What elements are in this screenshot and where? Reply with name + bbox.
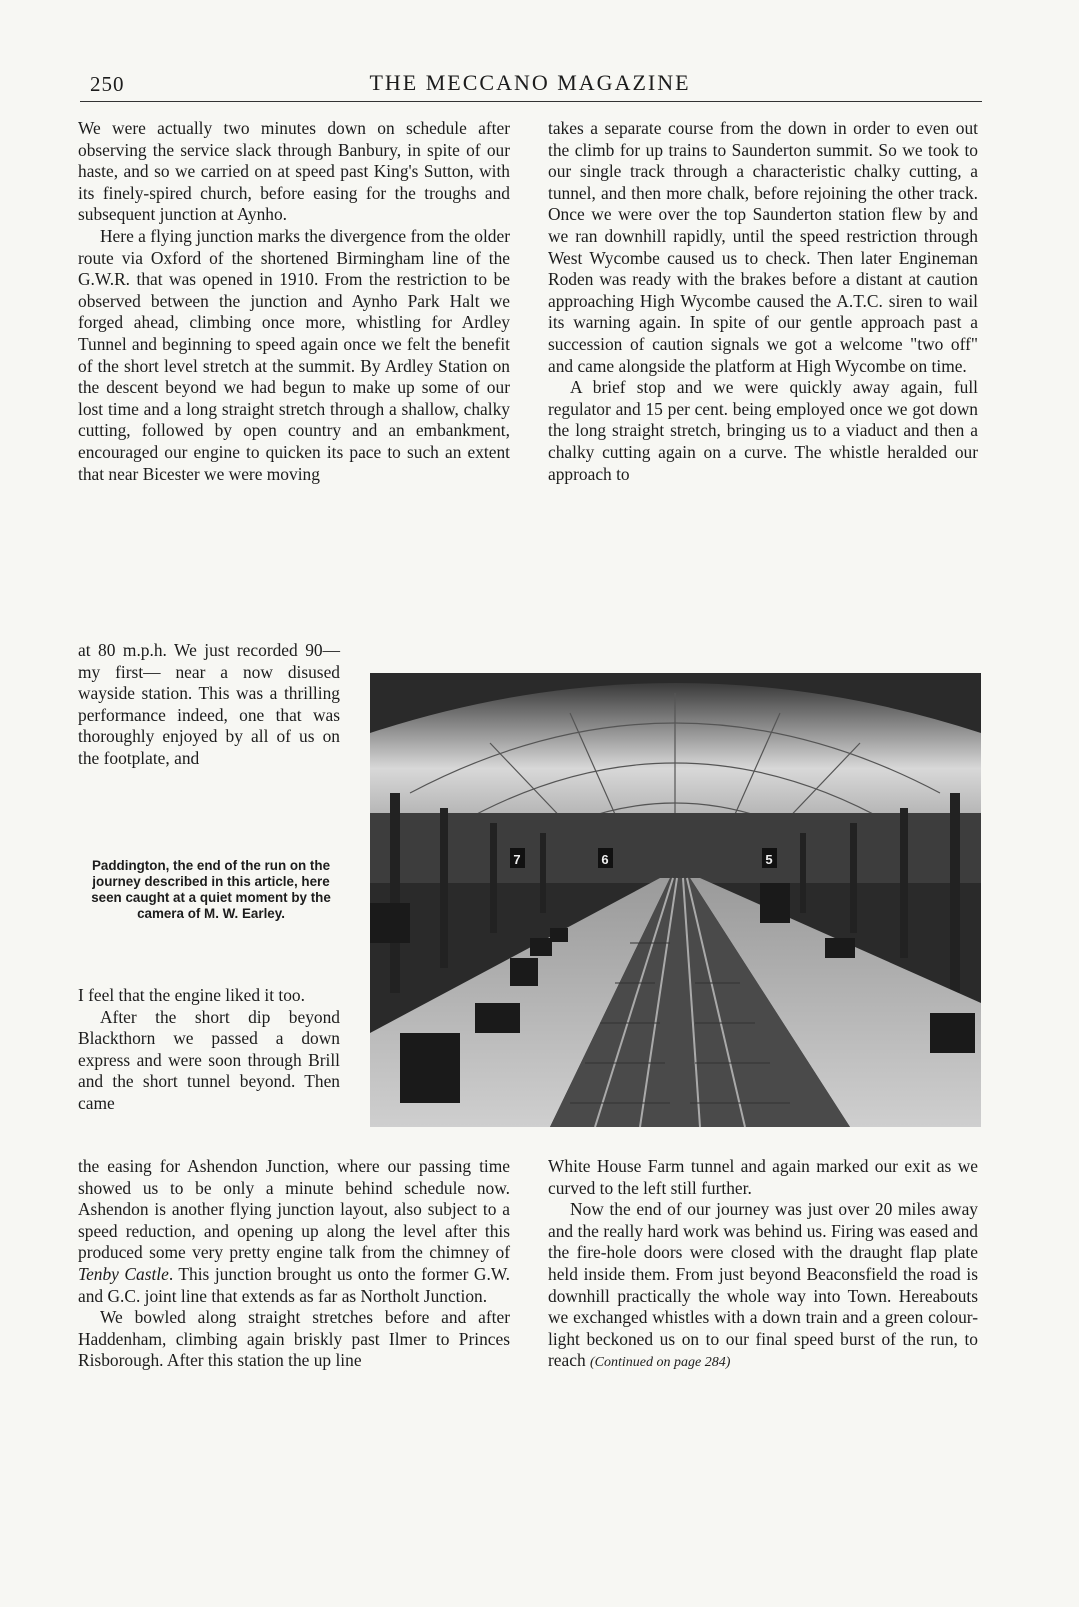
paragraph: We bowled along straight stretches before and after Haddenham, climbing again briskly past Ilmer to Princes Risborough. After this station the up line bbox=[78, 1307, 510, 1371]
paragraph: I feel that the engine liked it too. bbox=[78, 985, 305, 1005]
page-header bbox=[80, 68, 980, 104]
text-run: Now the end of our journey was just over 20 miles away and the really hard work was behind us. Firing was eased and the fire-hole doors were closed with the draught flap plate held inside them. From just beyond Beaconsfield the road is downhill practically the whole way into Town. Hereabouts we exchanged whistles with a down train and a green colour-light beckoned us on to our final speed burst of the run, to reach bbox=[548, 1199, 978, 1371]
paragraph bbox=[548, 1199, 978, 1374]
paragraph: We were actually two minutes down on schedule after observing the service slack through Banbury, in spite of our haste, and so we carried on at speed past King's Sutton, with its finely-spired church, before easing for the troughs and subsequent junction at Aynho. bbox=[78, 118, 510, 225]
header-rule bbox=[80, 101, 982, 102]
platform-number: 7 bbox=[513, 852, 521, 867]
engine-name: Tenby Castle bbox=[78, 1263, 169, 1284]
paddington-station-photo bbox=[370, 673, 981, 1127]
platform-number: 6 bbox=[601, 852, 609, 867]
paragraph: A brief stop and we were quickly away again, full regulator and 15 per cent. being employed once we got down the long straight stretch, bringing us to a viaduct and then a chalky cutting again on a curve. The whistle heralded our approach to bbox=[548, 377, 978, 484]
page-number: 250 bbox=[90, 72, 125, 96]
paragraph: White House Farm tunnel and again marked our exit as we curved to the left still further. bbox=[548, 1156, 978, 1198]
magazine-title: THE MECCANO MAGAZINE bbox=[369, 70, 691, 95]
paragraph: Here a flying junction marks the divergence from the older route via Oxford of the shortened Birmingham line of the G.W.R. that was opened in 1910. From the restriction to be observed between the junction and Aynho Park Halt we forged ahead, climbing once more, whistling for Ardley Tunnel and beginning to speed again once we felt the benefit of the short level stretch at the summit. By Ardley Station on the descent beyond we had begun to make up some of our lost time and a long straight stretch through a shallow, chalky cutting, followed by open country and an embankment, encouraged our engine to quicken its pace to such an extent that near Bicester we were moving bbox=[78, 225, 510, 484]
paragraph: After the short dip beyond Blackthorn we passed a down express and were soon through Brill and the short tunnel beyond. Then came bbox=[78, 1006, 340, 1113]
paragraph: at 80 m.p.h. We just recorded 90—my first— near a now disused wayside station. This was a thrilling performance indeed, one that was thoroughly enjoyed by all of us on the footplate, and bbox=[78, 640, 340, 768]
text-run: the easing for Ashendon Junction, where our passing time showed us to be only a minute behind schedule now. Ashendon is another flying junction layout, also subject to a speed reduction, and opening up along the level after this produced some very pretty engine talk from the chimney of bbox=[78, 1156, 510, 1263]
left-column-bottom bbox=[78, 1156, 510, 1372]
continued-note: (Continued on page 284) bbox=[590, 1355, 731, 1371]
left-column-top bbox=[78, 118, 510, 485]
left-column-narrow bbox=[78, 640, 340, 770]
right-column-bottom bbox=[548, 1156, 978, 1374]
paragraph bbox=[78, 1156, 510, 1307]
paragraph: takes a separate course from the down in order to even out the climb for up trains to Saunderton summit. So we took to our single track through a characteristic chalky cutting, a tunnel, and then more chalk, before rejoining the other track. Once we were over the top Saunderton station flew by and we ran downhill rapidly, until the speed restriction through West Wycombe caused us to check. Then later Engineman Roden was ready with the brakes before a distant at caution approaching High Wycombe caused the A.T.C. siren to wail its warning again. In spite of our gentle approach past a succession of caution signals we got a welcome "two off" and came alongside the platform at High Wycombe on time. bbox=[548, 118, 978, 376]
platform-number: 5 bbox=[765, 852, 773, 867]
photo-caption: Paddington, the end of the run on the journey described in this article, here seen caught at a quiet moment by the camera of M. W. Earley. bbox=[91, 858, 331, 921]
text-run: . This junction brought us onto the former G.W. and G.C. joint line that extends as far as Northolt Junction. bbox=[78, 1263, 510, 1306]
left-column-narrow-lower bbox=[78, 985, 340, 1115]
right-column-top bbox=[548, 118, 978, 485]
